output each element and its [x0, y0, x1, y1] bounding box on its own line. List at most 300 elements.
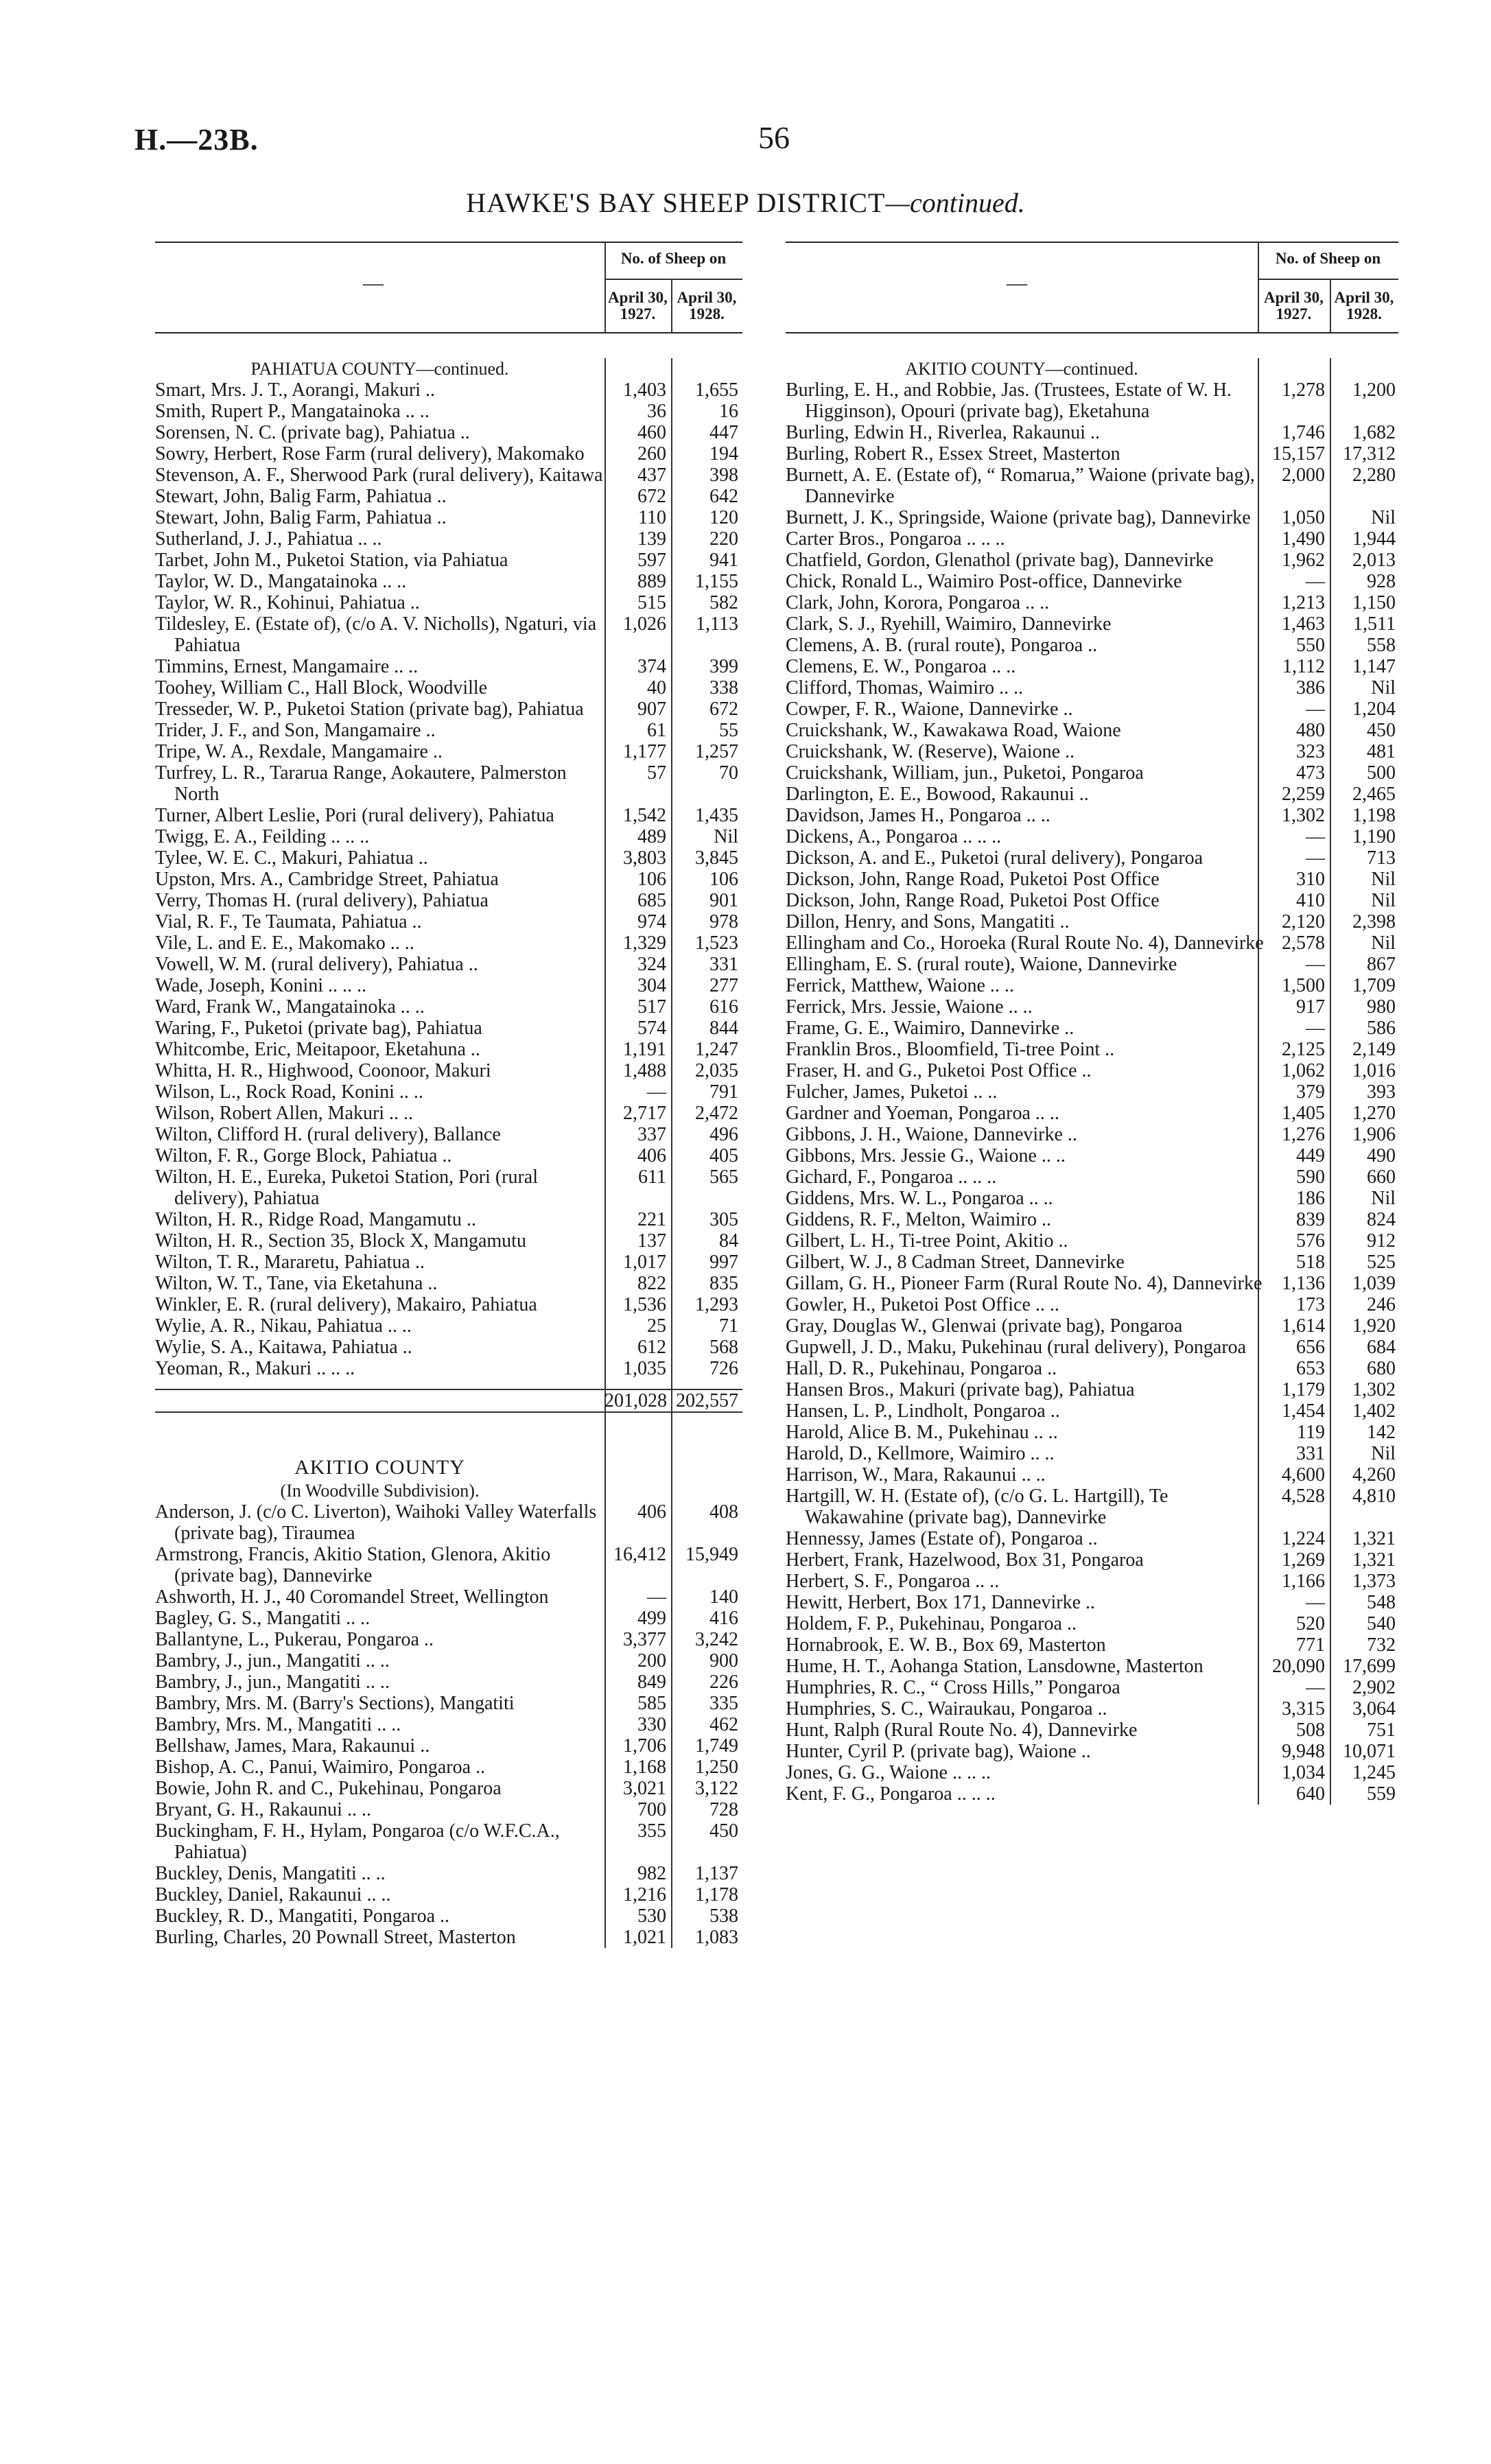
owner-name: Harrison, W., Mara, Rakaunui .. ..	[786, 1464, 1046, 1486]
sheep-1928: 1,655	[695, 379, 738, 401]
sheep-1928: 1,198	[1352, 805, 1396, 826]
owner-name: Clemens, E. W., Pongaroa .. ..	[786, 656, 1016, 677]
sheep-1927: 410	[1296, 890, 1325, 911]
sheep-1928: Nil	[1371, 932, 1396, 954]
sheep-1927: 1,536	[623, 1294, 666, 1315]
owner-row	[786, 1762, 1398, 1783]
owner-name: Bryant, G. H., Rakaunui .. ..	[155, 1799, 371, 1820]
sheep-1927: 530	[637, 1905, 666, 1927]
owner-name: Buckingham, F. H., Hylam, Pongaroa (c/o W.F.C.A., Pahiatua)	[155, 1820, 560, 1863]
owner-name: Tripe, W. A., Rexdale, Mangamaire ..	[155, 741, 443, 762]
sheep-1927: 700	[637, 1799, 666, 1820]
sheep-1928: 481	[1367, 741, 1396, 762]
owner-row	[155, 1735, 742, 1757]
owner-row	[155, 1778, 742, 1799]
sheep-1928: 277	[709, 975, 738, 996]
owner-name: Fraser, H. and G., Puketoi Post Office ..	[786, 1060, 1092, 1081]
owner-row	[786, 1039, 1398, 1060]
owner-row	[786, 1337, 1398, 1358]
sheep-1927: 324	[637, 954, 666, 975]
owner-name: Stewart, John, Balig Farm, Pahiatua ..	[155, 486, 447, 507]
owner-row	[786, 1634, 1398, 1656]
owner-row	[155, 571, 742, 592]
owner-name: Kent, F. G., Pongaroa .. .. ..	[786, 1783, 996, 1805]
owner-name: Hansen Bros., Makuri (private bag), Pahiatua	[786, 1379, 1135, 1400]
sheep-1928: 728	[709, 1799, 738, 1820]
sheep-1927: 1,962	[1282, 550, 1325, 571]
owner-name: Hewitt, Herbert, Box 171, Dannevirke ..	[786, 1592, 1095, 1613]
owner-name: Whitcombe, Eric, Meitapoor, Eketahuna ..	[155, 1039, 480, 1060]
owner-row	[786, 613, 1398, 635]
sheep-1927: —	[1306, 571, 1325, 592]
owner-row	[155, 1018, 742, 1039]
owner-row	[786, 422, 1398, 443]
owner-name: Gray, Douglas W., Glenwai (private bag), Pongaroa	[786, 1315, 1183, 1337]
owner-name: Buckley, R. D., Mangatiti, Pongaroa ..	[155, 1905, 450, 1927]
sheep-1928: 901	[709, 890, 738, 911]
sheep-1927: 20,090	[1272, 1656, 1325, 1677]
owner-row	[786, 465, 1398, 507]
owner-row	[786, 1443, 1398, 1464]
owner-name: Ellingham and Co., Horoeka (Rural Route No. 4), Dannevirke	[786, 932, 1264, 954]
owner-name: Smart, Mrs. J. T., Aorangi, Makuri ..	[155, 379, 436, 401]
owner-row	[786, 720, 1398, 741]
owner-name: Carter Bros., Pongaroa .. .. ..	[786, 528, 1005, 550]
owner-row	[155, 996, 742, 1018]
owner-row	[155, 1799, 742, 1820]
sheep-1928: 2,149	[1352, 1039, 1396, 1060]
sheep-1928: 1,302	[1352, 1379, 1396, 1400]
owner-row	[155, 592, 742, 613]
owner-row	[155, 1629, 742, 1650]
owner-name: Burling, Edwin H., Riverlea, Rakaunui ..	[786, 422, 1101, 443]
owner-name: Wilton, H. E., Eureka, Puketoi Station, Pori (rural delivery), Pahiatua	[155, 1166, 539, 1209]
sheep-1928: 405	[709, 1145, 738, 1166]
owner-name: Turner, Albert Leslie, Pori (rural delivery), Pahiatua	[155, 805, 554, 826]
owner-name: Harold, Alice B. M., Pukehinau .. ..	[786, 1422, 1058, 1443]
sheep-1927: 173	[1296, 1294, 1325, 1315]
sheep-1928: 1,321	[1352, 1549, 1396, 1571]
sheep-1928: 1,435	[695, 805, 738, 826]
sheep-1928: 3,122	[695, 1778, 738, 1799]
sheep-1927: 771	[1296, 1634, 1325, 1656]
owner-row	[155, 720, 742, 741]
sheep-1927: 611	[638, 1166, 666, 1188]
owner-row	[155, 1608, 742, 1629]
owner-name: Dickens, A., Pongaroa .. .. ..	[786, 826, 1002, 847]
owner-name: Tylee, W. E. C., Makuri, Pahiatua ..	[155, 847, 428, 869]
owner-name: Davidson, James H., Pongaroa .. ..	[786, 805, 1050, 826]
owner-row	[155, 379, 742, 401]
owner-row	[155, 932, 742, 954]
owner-name: Burling, E. H., and Robbie, Jas. (Trustees, Estate of W. H. Higginson), Opouri (private bag), Eketahuna	[786, 379, 1232, 422]
sheep-1928: 226	[709, 1671, 738, 1693]
owner-row	[786, 1188, 1398, 1209]
owner-name: Hornabrook, E. W. B., Box 69, Masterton	[786, 1634, 1106, 1656]
sheep-1928: 1,083	[695, 1927, 738, 1948]
title-main: HAWKE'S BAY SHEEP DISTRICT	[466, 187, 886, 218]
sheep-1927: 186	[1296, 1188, 1325, 1209]
sheep-1928: 1,373	[1352, 1571, 1396, 1592]
owner-name: Gillam, G. H., Pioneer Farm (Rural Route No. 4), Dannevirke	[786, 1273, 1263, 1294]
sheep-1927: 2,000	[1282, 465, 1325, 486]
sheep-1928: 1,709	[1352, 975, 1396, 996]
page-title	[0, 187, 1491, 219]
sheep-1928: 246	[1367, 1294, 1396, 1315]
sheep-1928: 462	[709, 1714, 738, 1735]
sheep-1928: 338	[709, 677, 738, 699]
owner-name: Sorensen, N. C. (private bag), Pahiatua ..	[155, 422, 470, 443]
sheep-1927: 1,213	[1282, 592, 1325, 613]
owner-row	[786, 1358, 1398, 1379]
owner-name: Wilton, H. R., Ridge Road, Mangamutu ..	[155, 1209, 476, 1230]
owner-row	[786, 1656, 1398, 1677]
owner-row	[786, 1018, 1398, 1039]
sheep-1928: 1,402	[1352, 1400, 1396, 1422]
sheep-1928: 978	[709, 911, 738, 932]
owner-row	[155, 975, 742, 996]
owner-name: Anderson, J. (c/o C. Liverton), Waihoki Valley Waterfalls (private bag), Tiraumea	[155, 1501, 597, 1544]
sheep-count-heading: No. of Sheep on	[620, 250, 727, 267]
sheep-1928: 10,071	[1343, 1741, 1396, 1762]
sheep-1927: 597	[637, 550, 666, 571]
sheep-1928: 684	[1367, 1337, 1396, 1358]
owner-name: Ellingham, E. S. (rural route), Waione, Dannevirke	[786, 954, 1177, 975]
sheep-1927: 1,614	[1282, 1315, 1325, 1337]
sheep-1928: 416	[709, 1608, 738, 1629]
owner-name: Gibbons, Mrs. Jessie G., Waione .. ..	[786, 1145, 1066, 1166]
header-dash: —	[1007, 272, 1027, 294]
owner-name: Toohey, William C., Hall Block, Woodville	[155, 677, 488, 699]
sheep-1928: 1,944	[1352, 528, 1396, 550]
owner-name: Ferrick, Mrs. Jessie, Waione .. ..	[786, 996, 1033, 1018]
owner-row	[155, 1103, 742, 1124]
sheep-1927: 331	[1296, 1443, 1325, 1464]
sheep-1928: 660	[1367, 1166, 1396, 1188]
sheep-1928: 824	[1367, 1209, 1396, 1230]
owner-list	[155, 1501, 742, 1948]
sheep-1928: 912	[1367, 1230, 1396, 1252]
sheep-1927: 1,405	[1282, 1103, 1325, 1124]
sheep-1927: 2,120	[1282, 911, 1325, 932]
owner-name: Holdem, F. P., Pukehinau, Pongaroa ..	[786, 1613, 1077, 1634]
owner-row	[786, 443, 1398, 465]
sheep-1927: 2,717	[623, 1103, 666, 1124]
owner-name: Fulcher, James, Puketoi .. ..	[786, 1081, 998, 1103]
date-heading-1928: April 30, 1928.	[677, 289, 737, 322]
owner-row	[786, 1464, 1398, 1486]
owner-row	[155, 1693, 742, 1714]
owner-name: Burnett, A. E. (Estate of), “ Romarua,” Waione (private bag), Dannevirke	[786, 465, 1255, 507]
owner-row	[155, 465, 742, 486]
owner-name: Bellshaw, James, Mara, Rakaunui ..	[155, 1735, 430, 1757]
sheep-1928: 568	[709, 1337, 738, 1358]
sheep-1927: 2,259	[1282, 784, 1325, 805]
sheep-1928: 1,906	[1352, 1124, 1396, 1145]
sheep-1927: 1,026	[623, 613, 666, 635]
sheep-1927: 612	[637, 1337, 666, 1358]
owner-name: Wilton, T. R., Mararetu, Pahiatua ..	[155, 1252, 425, 1273]
sheep-1928: 3,064	[1352, 1698, 1396, 1720]
owner-row	[786, 932, 1398, 954]
sheep-1928: 194	[709, 443, 738, 465]
sheep-1928: 1,178	[695, 1884, 738, 1905]
sheep-1927: 550	[1296, 635, 1325, 656]
owner-name: Bowie, John R. and C., Pukehinau, Pongaroa	[155, 1778, 502, 1799]
owner-name: Gardner and Yoeman, Pongaroa .. ..	[786, 1103, 1059, 1124]
sheep-1928: 1,039	[1352, 1273, 1396, 1294]
sheep-1928: 1,682	[1352, 422, 1396, 443]
sheep-1928: 1,150	[1352, 592, 1396, 613]
sheep-1927: —	[647, 1586, 666, 1608]
county-heading: AKITIO COUNTY—continued.	[905, 359, 1138, 379]
owner-name: Wilson, L., Rock Road, Konini .. ..	[155, 1081, 423, 1103]
sheep-1927: 4,528	[1282, 1486, 1325, 1507]
owner-row	[786, 635, 1398, 656]
sheep-1927: —	[1306, 699, 1325, 720]
owner-row	[786, 1741, 1398, 1762]
owner-name: Twigg, E. A., Feilding .. .. ..	[155, 826, 370, 847]
owner-row	[155, 954, 742, 975]
date-heading-1927: April 30, 1927.	[1264, 289, 1324, 322]
owner-row	[155, 1927, 742, 1948]
owner-row	[155, 826, 742, 847]
owner-name: Clark, John, Korora, Pongaroa .. ..	[786, 592, 1050, 613]
sheep-1927: 3,377	[623, 1629, 666, 1650]
owner-name: Vile, L. and E. E., Makomako .. ..	[155, 932, 414, 954]
document-reference: H.—23B.	[134, 123, 259, 156]
sheep-1927: 137	[637, 1230, 666, 1252]
owner-row	[155, 1650, 742, 1671]
owner-row	[155, 1039, 742, 1060]
sheep-1927: 16,412	[613, 1544, 666, 1565]
date-heading-1927: April 30, 1927.	[608, 289, 668, 322]
sheep-1928: 3,242	[695, 1629, 738, 1650]
sheep-1928: 2,465	[1352, 784, 1396, 805]
sheep-1928: 142	[1367, 1422, 1396, 1443]
owner-name: Gowler, H., Puketoi Post Office .. ..	[786, 1294, 1059, 1315]
sheep-1927: 1,706	[623, 1735, 666, 1757]
owner-name: Wilton, W. T., Tane, via Eketahuna ..	[155, 1273, 438, 1294]
sheep-1927: 355	[637, 1820, 666, 1842]
sheep-1928: 2,398	[1352, 911, 1396, 932]
owner-name: Cowper, F. R., Waione, Dannevirke ..	[786, 699, 1073, 720]
right-table-body	[786, 358, 1398, 1805]
sheep-1928: 548	[1367, 1592, 1396, 1613]
owner-row	[155, 1757, 742, 1778]
owner-name: Bishop, A. C., Panui, Waimiro, Pongaroa ..	[155, 1757, 486, 1778]
owner-row	[786, 1166, 1398, 1188]
sheep-1928: 1,200	[1352, 379, 1396, 401]
owner-list	[786, 379, 1398, 1805]
owner-name: Cruickshank, W. (Reserve), Waione ..	[786, 741, 1075, 762]
owner-name: Tarbet, John M., Puketoi Station, via Pahiatua	[155, 550, 508, 571]
owner-row	[786, 1379, 1398, 1400]
owner-name: Jones, G. G., Waione .. .. ..	[786, 1762, 991, 1783]
sheep-1927: 640	[1296, 1783, 1325, 1805]
owner-row	[786, 741, 1398, 762]
sheep-1927: 1,454	[1282, 1400, 1325, 1422]
owner-name: Hartgill, W. H. (Estate of), (c/o G. L. Hartgill), Te Wakawahine (private bag), Dannevirke	[786, 1486, 1169, 1528]
owner-name: Chatfield, Gordon, Glenathol (private bag), Dannevirke	[786, 550, 1214, 571]
sheep-1927: 406	[637, 1501, 666, 1523]
sheep-1928: 867	[1367, 954, 1396, 975]
owner-row	[155, 699, 742, 720]
sheep-1927: 974	[637, 911, 666, 932]
sheep-1927: 1,136	[1282, 1273, 1325, 1294]
sheep-1928: 335	[709, 1693, 738, 1714]
sheep-1928: 84	[719, 1230, 738, 1252]
owner-name: Verry, Thomas H. (rural delivery), Pahiatua	[155, 890, 489, 911]
owner-row	[155, 805, 742, 826]
sheep-1928: 672	[709, 699, 738, 720]
sheep-1927: 1,050	[1282, 507, 1325, 528]
sheep-1928: 106	[709, 869, 738, 890]
owner-name: Ferrick, Matthew, Waione .. ..	[786, 975, 1014, 996]
sheep-1928: 680	[1367, 1358, 1396, 1379]
owner-name: Wylie, S. A., Kaitawa, Pahiatua ..	[155, 1337, 412, 1358]
sheep-1928: Nil	[1371, 890, 1396, 911]
sheep-1927: 518	[1296, 1252, 1325, 1273]
sheep-1928: 305	[709, 1209, 738, 1230]
owner-name: Vial, R. F., Te Taumata, Pahiatua ..	[155, 911, 422, 932]
sheep-1928: 1,113	[696, 613, 738, 635]
owner-row	[155, 1501, 742, 1544]
sheep-1927: 1,490	[1282, 528, 1325, 550]
right-table-header	[786, 242, 1398, 333]
sheep-1927: 499	[637, 1608, 666, 1629]
sheep-1927: 1,746	[1282, 422, 1325, 443]
owner-row	[786, 1081, 1398, 1103]
owner-name: Cruickshank, W., Kawakawa Road, Waione	[786, 720, 1121, 741]
owner-row	[155, 1315, 742, 1337]
owner-row	[786, 1720, 1398, 1741]
sheep-1928: 586	[1367, 1018, 1396, 1039]
owner-name: Franklin Bros., Bloomfield, Ti-tree Point ..	[786, 1039, 1115, 1060]
owner-row	[786, 1486, 1398, 1528]
owner-row	[786, 890, 1398, 911]
sheep-1927: 304	[637, 975, 666, 996]
sheep-1928: 2,035	[695, 1060, 738, 1081]
sheep-1927: 1,302	[1282, 805, 1325, 826]
sheep-1928: 447	[709, 422, 738, 443]
owner-name: Trider, J. F., and Son, Mangamaire ..	[155, 720, 436, 741]
owner-row	[786, 784, 1398, 805]
owner-row	[155, 762, 742, 805]
sheep-1928: Nil	[714, 826, 738, 847]
owner-row	[786, 1677, 1398, 1698]
sheep-1928: 1,147	[1352, 656, 1396, 677]
owner-name: Sutherland, J. J., Pahiatua .. ..	[155, 528, 382, 550]
owner-row	[155, 1863, 742, 1884]
owner-name: Stevenson, A. F., Sherwood Park (rural delivery), Kaitawa	[155, 465, 603, 486]
left-column	[155, 242, 742, 1948]
owner-name: Upston, Mrs. A., Cambridge Street, Pahiatua	[155, 869, 499, 890]
sheep-1927: 57	[647, 762, 666, 784]
sheep-1928: 450	[709, 1820, 738, 1842]
sheep-1928: 1,511	[1353, 613, 1396, 635]
owner-name: Gupwell, J. D., Maku, Pukehinau (rural delivery), Pongaroa	[786, 1337, 1247, 1358]
owner-name: Wilton, F. R., Gorge Block, Pahiatua ..	[155, 1145, 452, 1166]
owner-row	[786, 1060, 1398, 1081]
sheep-1927: 1,329	[623, 932, 666, 954]
owner-row	[786, 1103, 1398, 1124]
owner-name: Gichard, F., Pongaroa .. .. ..	[786, 1166, 997, 1188]
sheep-1927: 907	[637, 699, 666, 720]
total-1927: 201,028	[604, 1390, 667, 1411]
owner-name: Turfrey, L. R., Tararua Range, Aokautere, Palmerston North	[155, 762, 567, 805]
sheep-1928: 791	[709, 1081, 738, 1103]
owner-name: Hume, H. T., Aohanga Station, Lansdowne, Masterton	[786, 1656, 1204, 1677]
sheep-1927: 1,463	[1282, 613, 1325, 635]
sheep-1927: 9,948	[1282, 1741, 1325, 1762]
sheep-1927: 379	[1296, 1081, 1325, 1103]
owner-row	[155, 613, 742, 656]
sheep-1928: 331	[709, 954, 738, 975]
sheep-1927: 437	[637, 465, 666, 486]
owner-name: Armstrong, Francis, Akitio Station, Glenora, Akitio (private bag), Dannevirke	[155, 1544, 551, 1586]
sheep-1927: 1,403	[623, 379, 666, 401]
sheep-1927: 1,035	[623, 1358, 666, 1379]
owner-row	[786, 911, 1398, 932]
sheep-1928: 120	[709, 507, 738, 528]
date-heading-1928: April 30, 1928.	[1334, 289, 1394, 322]
owner-row	[155, 1820, 742, 1863]
owner-row	[155, 1714, 742, 1735]
sheep-1927: —	[1306, 826, 1325, 847]
owner-row	[786, 1698, 1398, 1720]
owner-name: Humphries, R. C., “ Cross Hills,” Pongaroa	[786, 1677, 1120, 1698]
sheep-1927: 489	[637, 826, 666, 847]
owner-row	[786, 550, 1398, 571]
sheep-1928: 835	[709, 1273, 738, 1294]
sheep-1928: 55	[719, 720, 738, 741]
sheep-1927: —	[1306, 1018, 1325, 1039]
total-1928: 202,557	[676, 1390, 738, 1411]
owner-row	[786, 1209, 1398, 1230]
sheep-1927: 917	[1296, 996, 1325, 1018]
sheep-1928: 220	[709, 528, 738, 550]
owner-name: Taylor, W. D., Mangatainoka .. ..	[155, 571, 407, 592]
sheep-1927: 1,034	[1282, 1762, 1325, 1783]
sheep-1928: 726	[709, 1358, 738, 1379]
owner-row	[786, 1273, 1398, 1294]
sheep-1927: 61	[647, 720, 666, 741]
owner-name: Wilton, H. R., Section 35, Block X, Mangamutu	[155, 1230, 526, 1252]
sheep-1928: 1,247	[695, 1039, 738, 1060]
county-total-row	[155, 1389, 742, 1413]
owner-name: Wade, Joseph, Konini .. .. ..	[155, 975, 367, 996]
owner-name: Smith, Rupert P., Mangatainoka .. ..	[155, 401, 430, 422]
owner-name: Bambry, J., jun., Mangatiti .. ..	[155, 1650, 390, 1671]
owner-row	[155, 1905, 742, 1927]
sheep-1927: 36	[647, 401, 666, 422]
sheep-1928: 17,312	[1343, 443, 1396, 465]
sheep-1928: 1,749	[695, 1735, 738, 1757]
owner-name: Wilson, Robert Allen, Makuri .. ..	[155, 1103, 414, 1124]
sheep-1927: 515	[637, 592, 666, 613]
sheep-1928: 751	[1367, 1720, 1396, 1741]
sheep-1927: 1,168	[623, 1757, 666, 1778]
sheep-1927: 822	[637, 1273, 666, 1294]
sheep-1928: 980	[1367, 996, 1396, 1018]
owner-row	[155, 1884, 742, 1905]
sheep-1927: 4,600	[1282, 1464, 1325, 1486]
sheep-1928: 1,190	[1352, 826, 1396, 847]
sheep-1927: 1,216	[623, 1884, 666, 1905]
owner-name: Burling, Charles, 20 Pownall Street, Masterton	[155, 1927, 516, 1948]
left-table-body	[155, 358, 742, 1948]
